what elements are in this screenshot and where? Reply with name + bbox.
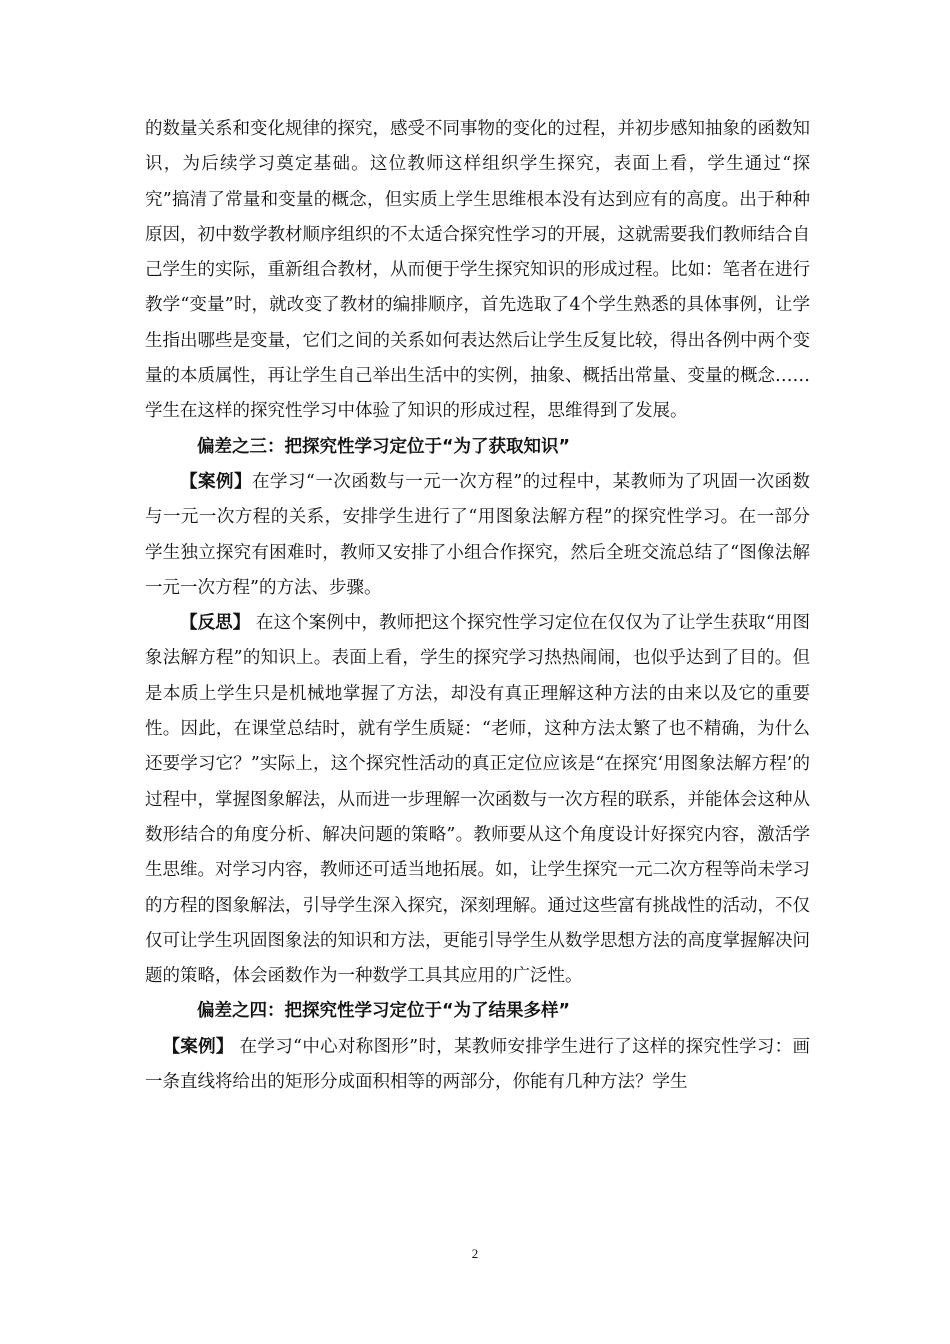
section-heading-3: 偏差之三：把探究性学习定位于“为了获取知识” <box>197 436 571 457</box>
paragraph-1: 的数量关系和变化规律的探究，感受不同事物的变化的过程，并初步感知抽象的函数知识，为后续学习奠定基础。这位教师这样组织学生探究，表面上看，学生通过“探究”搞清了常量和变量的概念，但实质上学生思维根本没有达到应有的高度。出于种种原因，初中数学教材顺序组织的不太适合探究性学习的开展，这就需要我们教师结合自己学生的实际，重新组合教材，从而便于学生探究知识的形成过程。比如：笔者在进行教学“变量”时，就改变了教材的编排顺序，首先选取了4个学生熟悉的具体事例，让学生指出哪些是变量，它们之间的关系如何表达然后让学生反复比较，得出各例中两个变量的本质属性，再让学生自己举出生活中的实例，抽象、概括出常量、变量的概念……学生在这样的探究性学习中体验了知识的形成过程，思维得到了发展。 <box>145 119 810 422</box>
case-3-text: 在学习“一次函数与一元一次方程”的过程中，某教师为了巩固一次函数与一元一次方程的关系，安排学生进行了“用图象法解方程”的探究性学习。在一部分学生独立探究有困难时，教师又安排了小组合作探究，然后全班交流总结了“图像法解一元一次方程”的方法、步骤。 <box>145 471 810 598</box>
reflection-3-paragraph <box>145 606 810 994</box>
section-heading-4: 偏差之四：把探究性学习定位于“为了结果多样” <box>197 1001 571 1022</box>
case-3-tag: 【案例】 <box>180 471 252 492</box>
reflection-3-text: 在这个案例中，教师把这个探究性学习定位在仅仅为了让学生获取“用图象法解方程”的知识上。表面上看，学生的探究学习热热闹闹，也似乎达到了目的。但是本质上学生只是机械地掌握了方法，却没有真正理解这种方法的由来以及它的重要性。因此，在课堂总结时，就有学生质疑：“老师，这种方法太繁了也不精确，为什么还要学习它？”实际上，这个探究性活动的真正定位应该是“在探究‘用图象法解方程’的过程中，掌握图象解法，从而进一步理解一次函数与一次方程的联系，并能体会这种从数形结合的角度分析、解决问题的策略”。教师要从这个角度设计好探究内容，激活学生思维。对学习内容，教师还可适当地拓展。如，让学生探究一元二次方程等尚未学习的方程的图象解法，引导学生深入探究，深刻理解。通过这些富有挑战性的活动，不仅仅可让学生巩固图象法的知识和方法，更能引导学生从数学思想方法的高度掌握解决问题的策略，体会函数作为一种数学工具其应用的广泛性。 <box>145 613 811 987</box>
reflection-3-tag: 【反思】 <box>180 613 251 634</box>
case-4-tag: 【案例】 <box>162 1036 234 1057</box>
case-4-paragraph <box>145 1030 810 1101</box>
case-4-text: 在学习“中心对称图形”时，某教师安排学生进行了这样的探究性学习：画一条直线将给出的矩形分成面积相等的两部分，你能有几种方法？学生 <box>145 1036 810 1093</box>
page-number: 2 <box>471 1246 479 1261</box>
document-body <box>145 112 810 1100</box>
case-3-paragraph <box>145 465 810 606</box>
